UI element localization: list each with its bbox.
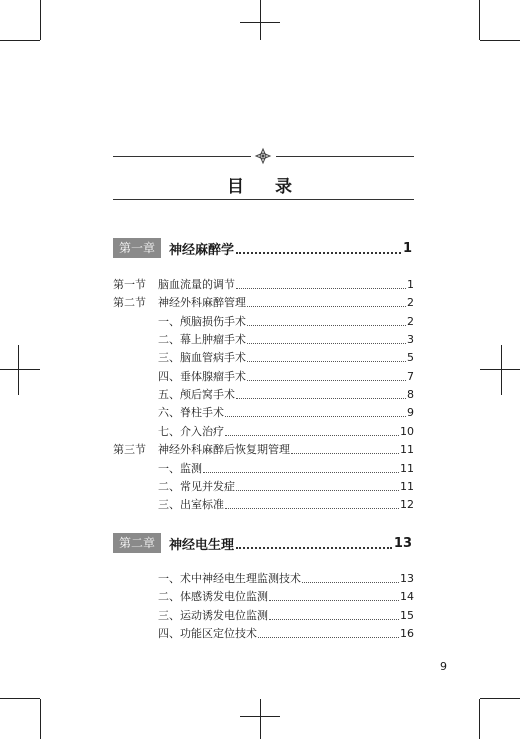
entry-title: 神经外科麻醉管理	[158, 296, 246, 309]
toc-entry[interactable]	[113, 460, 414, 476]
dot-leader	[236, 480, 399, 491]
entry-title: 神经外科麻醉后恢复期管理	[158, 443, 290, 456]
toc-entry[interactable]	[113, 570, 414, 586]
dot-leader	[247, 315, 406, 326]
chapter-title: 神经电生理	[169, 537, 235, 553]
toc-entry[interactable]	[113, 423, 414, 439]
dot-leader	[225, 425, 399, 436]
toc-entry[interactable]	[113, 478, 414, 494]
toc-entry[interactable]	[113, 294, 414, 310]
dot-leader	[247, 370, 406, 381]
crop-mark	[260, 699, 261, 739]
chapter-heading[interactable]	[113, 238, 412, 258]
chapter-title: 神经麻醉学	[169, 242, 235, 258]
toc-entry[interactable]	[113, 588, 414, 604]
entry-title: 六、脊柱手术	[158, 406, 224, 419]
toc-entry[interactable]	[113, 496, 414, 512]
crop-mark	[0, 698, 40, 699]
entry-title: 二、体感诱发电位监测	[158, 590, 268, 603]
dot-leader	[236, 278, 406, 289]
crop-mark	[479, 699, 480, 739]
dot-leader	[258, 627, 399, 638]
toc-entry[interactable]	[113, 404, 414, 420]
entry-page: 1	[407, 278, 414, 291]
entry-title: 三、脑血管病手术	[158, 351, 246, 364]
entry-page: 2	[407, 296, 414, 309]
entry-page: 15	[400, 609, 414, 622]
chapter-label: 第二章	[113, 533, 161, 553]
entry-page: 11	[400, 443, 414, 456]
entry-page: 13	[400, 572, 414, 585]
crop-mark	[480, 369, 520, 370]
chapter-page: 1	[402, 240, 412, 256]
dot-leader	[269, 609, 399, 620]
toc-entry[interactable]	[113, 313, 414, 329]
entry-title: 四、功能区定位技术	[158, 627, 257, 640]
crop-mark	[40, 0, 41, 40]
title-rule-right	[276, 156, 414, 157]
entry-title: 二、幕上肿瘤手术	[158, 333, 246, 346]
crop-mark	[0, 369, 40, 370]
toc-entry[interactable]	[113, 441, 414, 457]
entry-title: 一、术中神经电生理监测技术	[158, 572, 301, 585]
dot-leader	[225, 406, 406, 417]
entry-page: 14	[400, 590, 414, 603]
title-underline	[113, 199, 414, 200]
crop-mark	[480, 698, 520, 699]
ornament-icon	[254, 147, 272, 165]
entry-title: 一、颅脑损伤手术	[158, 315, 246, 328]
section-label: 第一节	[113, 278, 146, 291]
chapter-heading[interactable]	[113, 533, 412, 553]
entry-title: 脑血流量的调节	[158, 278, 235, 291]
dot-leader	[291, 443, 399, 454]
dot-leader	[225, 498, 399, 509]
dot-leader	[247, 296, 406, 307]
entry-page: 12	[400, 498, 414, 511]
page-number: 9	[440, 660, 447, 673]
toc-entry[interactable]	[113, 331, 414, 347]
page-title-char: 录	[275, 177, 293, 197]
entry-page: 2	[407, 315, 414, 328]
crop-mark	[501, 345, 502, 395]
dot-leader	[236, 243, 401, 254]
dot-leader	[247, 333, 406, 344]
crop-mark	[0, 40, 40, 41]
entry-title: 七、介入治疗	[158, 425, 224, 438]
entry-title: 三、出室标准	[158, 498, 224, 511]
entry-page: 9	[407, 406, 414, 419]
entry-page: 3	[407, 333, 414, 346]
dot-leader	[247, 351, 406, 362]
toc-entry[interactable]	[113, 625, 414, 641]
crop-mark	[240, 716, 280, 717]
entry-page: 5	[407, 351, 414, 364]
toc-entry[interactable]	[113, 607, 414, 623]
dot-leader	[236, 538, 392, 549]
page-title	[0, 172, 520, 197]
entry-page: 10	[400, 425, 414, 438]
entry-page: 11	[400, 480, 414, 493]
crop-mark	[260, 0, 261, 40]
entry-title: 四、垂体腺瘤手术	[158, 370, 246, 383]
entry-page: 8	[407, 388, 414, 401]
toc-entry[interactable]	[113, 386, 414, 402]
chapter-page: 13	[393, 535, 412, 551]
dot-leader	[236, 388, 406, 399]
section-label: 第二节	[113, 296, 146, 309]
entry-title: 二、常见并发症	[158, 480, 235, 493]
page-title-char: 目	[227, 177, 245, 197]
entry-title: 三、运动诱发电位监测	[158, 609, 268, 622]
title-rule-left	[113, 156, 251, 157]
crop-mark	[240, 22, 280, 23]
entry-page: 7	[407, 370, 414, 383]
crop-mark	[479, 0, 480, 40]
toc-entry[interactable]	[113, 276, 414, 292]
toc-entry[interactable]	[113, 368, 414, 384]
dot-leader	[203, 462, 399, 473]
chapter-label: 第一章	[113, 238, 161, 258]
dot-leader	[302, 572, 399, 583]
entry-page: 16	[400, 627, 414, 640]
crop-mark	[40, 699, 41, 739]
crop-mark	[480, 40, 520, 41]
dot-leader	[269, 590, 399, 601]
entry-page: 11	[400, 462, 414, 475]
entry-title: 一、监测	[158, 462, 202, 475]
toc-entry[interactable]	[113, 349, 414, 365]
crop-mark	[18, 345, 19, 395]
section-label: 第三节	[113, 443, 146, 456]
entry-title: 五、颅后窝手术	[158, 388, 235, 401]
